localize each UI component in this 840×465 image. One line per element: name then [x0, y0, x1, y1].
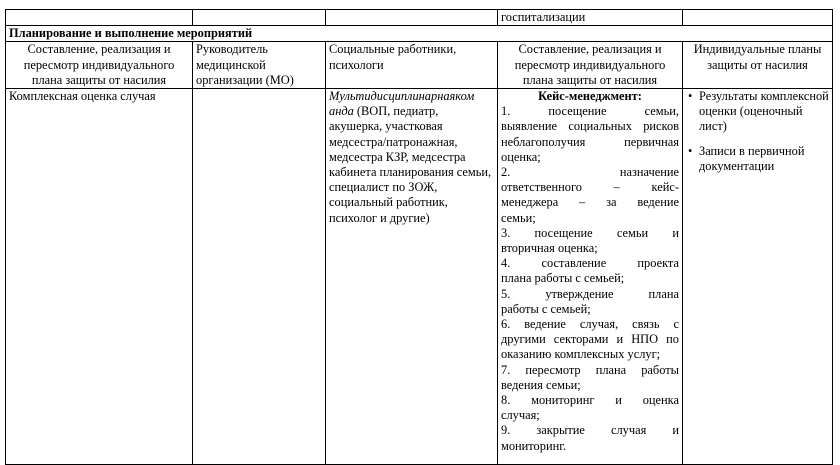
step-line: ответственного – кейс- — [501, 180, 679, 195]
header-cell-activity: Составление, реализация и пересмотр индивидуального плана защиты от насилия — [6, 42, 193, 89]
cell-documents — [683, 89, 833, 465]
step-line: работы с семьей; — [501, 301, 591, 316]
team-members-text: (ВОП, педиатр, акушерка, участковая медсестра/патронажная, медсестра КЗР, медсестра кабинета планирования семьи, специалист по ЗОЖ, социальный работник, психолог и другие) — [329, 104, 492, 225]
list-item: • Записи в первичной документации — [686, 144, 829, 174]
step-line: ведения семьи; — [501, 377, 581, 392]
documents-list — [686, 89, 829, 174]
case-management-steps — [501, 104, 679, 454]
step-line: семьи; — [501, 210, 536, 225]
step-line: 4. составление проекта — [501, 256, 679, 271]
table-header-row — [6, 42, 833, 89]
step-line: 7. пересмотр плана работы — [501, 362, 679, 377]
step-line: 3. посещение семьи и — [501, 225, 679, 240]
table-cell — [683, 10, 833, 26]
step-line: 2. назначение — [501, 165, 679, 180]
step-line: выявление социальных рисков — [501, 119, 679, 134]
team-italic-text: Мультидисциплинарнаяком анда — [329, 89, 475, 119]
cell-assessment: Комплексная оценка случая — [6, 89, 193, 465]
header-cell-executors: Социальные работники, психологи — [326, 42, 498, 89]
cell-team — [326, 89, 498, 465]
step-line: неблагополучия первичная — [501, 134, 679, 149]
header-cell-documents: Индивидуальные планы защиты от насилия — [683, 42, 833, 89]
list-item: • Результаты комплексной оценки (оценочный лист) — [686, 89, 829, 135]
step-line: вторичная оценка; — [501, 241, 598, 256]
step-line: 1. посещение семьи, — [501, 104, 679, 119]
step-line: оценка; — [501, 149, 541, 164]
cell-empty — [193, 89, 326, 465]
table-cell — [6, 10, 193, 26]
case-management-heading: Кейс-менеджмент: — [538, 89, 642, 104]
table-cell: госпитализации — [498, 10, 683, 26]
step-line: менеджера – за ведение — [501, 195, 679, 210]
section-row — [6, 26, 833, 42]
table-cell — [193, 10, 326, 26]
step-line: 5. утверждение плана — [501, 286, 679, 301]
table-row — [6, 89, 833, 465]
step-line: другими секторами и НПО по — [501, 332, 679, 347]
step-line: 8. мониторинг и оценка — [501, 393, 679, 408]
step-line: 6. ведение случая, связь с — [501, 317, 679, 332]
header-cell-process: Составление, реализация и пересмотр индивидуального плана защиты от насилия — [498, 42, 683, 89]
table-row-top — [6, 10, 833, 26]
step-line: плана работы с семьей; — [501, 271, 625, 286]
step-line: случая; — [501, 408, 540, 423]
plan-table — [5, 9, 833, 465]
table-cell — [326, 10, 498, 26]
cell-case-management — [498, 89, 683, 465]
document-page — [5, 9, 833, 465]
header-cell-responsible: Руководитель медицинской организации (МО) — [193, 42, 326, 89]
step-line: мониторинг. — [501, 438, 566, 453]
section-title: Планирование и выполнение мероприятий — [6, 26, 833, 42]
step-line: 9. закрытие случая и — [501, 423, 679, 438]
step-line: оказанию комплексных услуг; — [501, 347, 661, 362]
